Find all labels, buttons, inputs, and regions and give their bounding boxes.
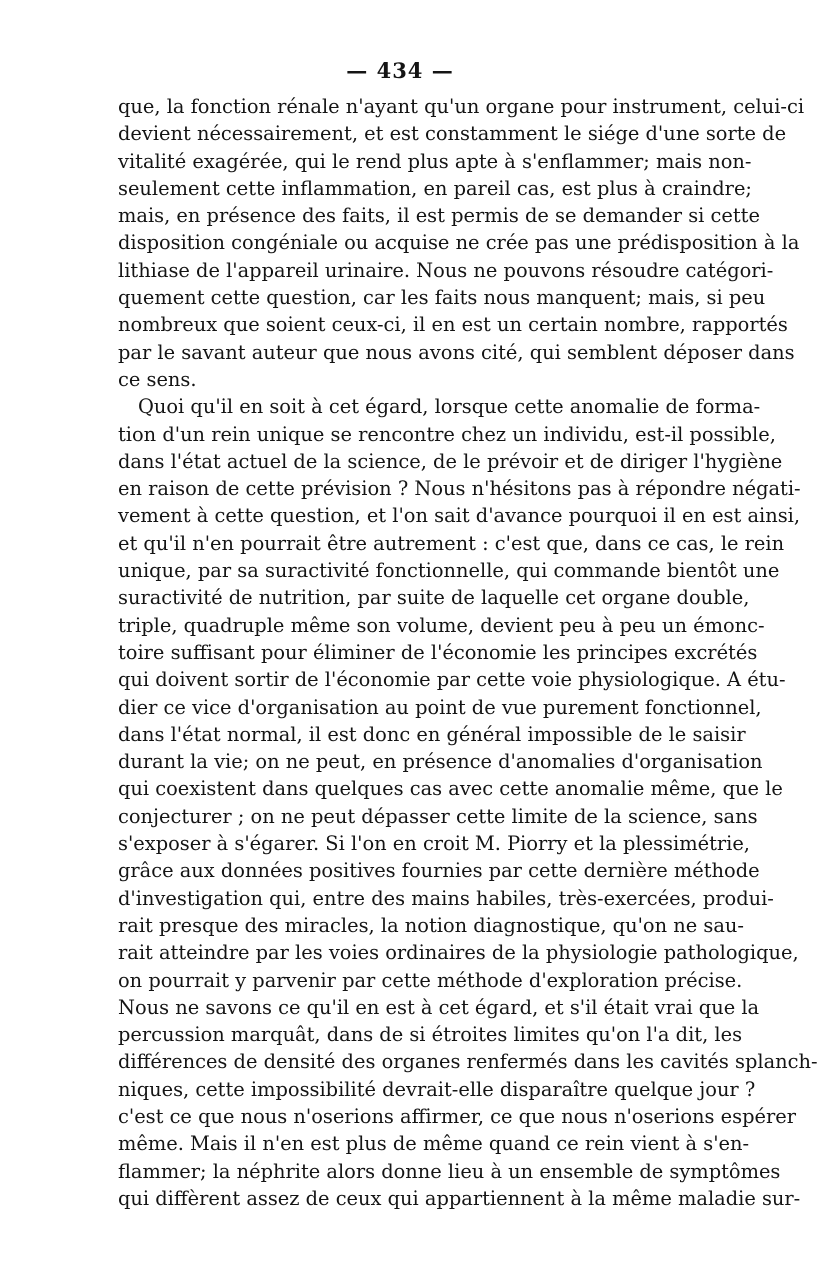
text-line: même. Mais il n'en est plus de même quand ce rein vient à s'en-: [118, 1132, 750, 1156]
text-line: qui diffèrent assez de ceux qui appartiennent à la même maladie sur-: [118, 1186, 801, 1210]
page-number: — 434 —: [346, 58, 454, 83]
text-line: flammer; la néphrite alors donne lieu à un ensemble de symptômes: [118, 1159, 781, 1183]
text-line: tion d'un rein unique se rencontre chez un individu, est-il possible,: [118, 422, 776, 446]
text-line: mais, en présence des faits, il est permis de se demander si cette: [118, 204, 760, 228]
text-line: durant la vie; on ne peut, en présence d'anomalies d'organisation: [118, 750, 763, 774]
text-line: devient nécessairement, et est constamment le siége d'une sorte de: [118, 122, 787, 146]
text-line: que, la fonction rénale n'ayant qu'un organe pour instrument, celui-ci: [118, 95, 805, 118]
text-line: c'est ce que nous n'oserions affirmer, ce que nous n'oserions espérer: [118, 1104, 796, 1128]
paragraph: [118, 393, 818, 1212]
paragraph: [118, 93, 805, 393]
text-line: niques, cette impossibilité devrait-elle disparaître quelque jour ?: [118, 1077, 756, 1101]
body-text: [118, 93, 818, 1212]
text-line: dans l'état actuel de la science, de le prévoir et de diriger l'hygiène: [118, 449, 783, 473]
text-line: conjecturer ; on ne peut dépasser cette limite de la science, sans: [118, 804, 758, 828]
text-line: vement à cette question, et l'on sait d'avance pourquoi il en est ainsi,: [118, 504, 801, 528]
text-line: s'exposer à s'égarer. Si l'on en croit M. Piorry et la plessimétrie,: [118, 832, 750, 856]
text-line: dans l'état normal, il est donc en général impossible de le saisir: [118, 722, 746, 746]
text-line: qui coexistent dans quelques cas avec cette anomalie même, que le: [118, 777, 783, 801]
text-line: vitalité exagérée, qui le rend plus apte à s'enflammer; mais non-: [118, 149, 752, 173]
text-line: toire suffisant pour éliminer de l'économie les principes excrétés: [118, 640, 758, 664]
text-line: rait presque des miracles, la notion diagnostique, qu'on ne sau-: [118, 913, 744, 937]
text-line: d'investigation qui, entre des mains habiles, très-exercées, produi-: [118, 886, 774, 910]
text-line: grâce aux données positives fournies par cette dernière méthode: [118, 859, 760, 883]
text-line: par le savant auteur que nous avons cité, qui semblent déposer dans: [118, 340, 795, 364]
text-line: rait atteindre par les voies ordinaires de la physiologie pathologique,: [118, 941, 799, 965]
text-line: et qu'il n'en pourrait être autrement : c'est que, dans ce cas, le rein: [118, 531, 785, 555]
text-line: ce sens.: [118, 367, 197, 391]
text-line: suractivité de nutrition, par suite de laquelle cet organe double,: [118, 586, 750, 610]
text-line: différences de densité des organes renfermés dans les cavités splanch-: [118, 1050, 818, 1074]
text-line: triple, quadruple même son volume, devient peu à peu un émonc-: [118, 613, 765, 637]
text-line: on pourrait y parvenir par cette méthode d'exploration précise.: [118, 968, 743, 992]
text-line: Nous ne savons ce qu'il en est à cet égard, et s'il était vrai que la: [118, 995, 760, 1019]
text-line: Quoi qu'il en soit à cet égard, lorsque cette anomalie de forma-: [138, 395, 761, 419]
text-line: quement cette question, car les faits nous manquent; mais, si peu: [118, 286, 766, 310]
text-line: en raison de cette prévision ? Nous n'hésitons pas à répondre négati-: [118, 477, 801, 501]
text-line: unique, par sa suractivité fonctionnelle, qui commande bientôt une: [118, 559, 780, 583]
text-line: percussion marquât, dans de si étroites limites qu'on l'a dit, les: [118, 1023, 743, 1047]
text-line: qui doivent sortir de l'économie par cette voie physiologique. A étu-: [118, 668, 786, 692]
text-line: disposition congéniale ou acquise ne crée pas une prédisposition à la: [118, 231, 800, 255]
text-line: dier ce vice d'organisation au point de vue purement fonctionnel,: [118, 695, 762, 719]
text-line: seulement cette inflammation, en pareil cas, est plus à craindre;: [118, 176, 752, 200]
text-line: lithiase de l'appareil urinaire. Nous ne pouvons résoudre catégori-: [118, 258, 774, 282]
text-line: nombreux que soient ceux-ci, il en est un certain nombre, rapportés: [118, 313, 788, 337]
